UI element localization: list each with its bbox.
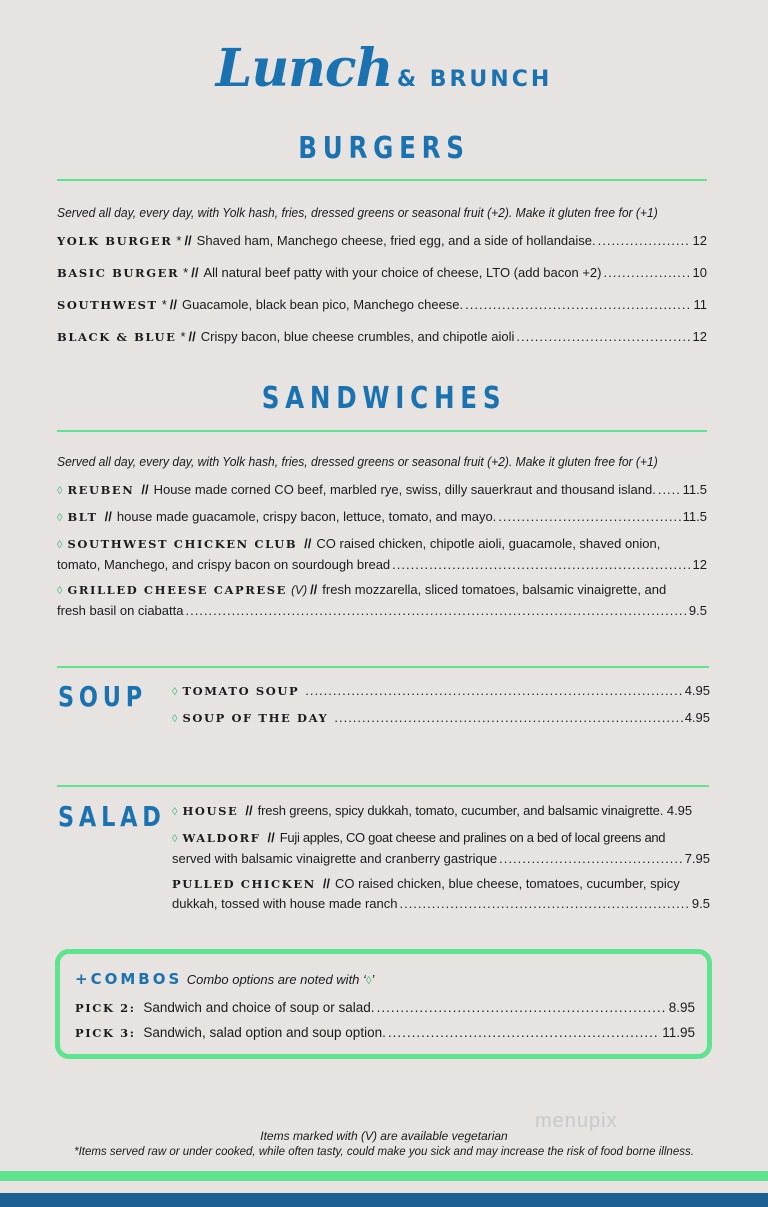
combo-pick-3 (75, 1025, 695, 1040)
page-title (0, 38, 768, 99)
item-name: HOUSE (182, 804, 239, 818)
sandwiches-divider (57, 430, 707, 432)
item-desc: All natural beef patty with your choice of cheese, LTO (add bacon +2) (203, 265, 602, 280)
combo-diamond-icon: ◊ (172, 713, 178, 725)
item-desc-line2: dukkah, tossed with house made ranch (172, 896, 398, 911)
item-desc-line1: fresh mozzarella, sliced tomatoes, balsamic vinaigrette, and (322, 582, 667, 597)
combo-diamond-icon: ◊ (57, 585, 63, 597)
raw-mark: * (176, 233, 182, 248)
menu-item-yolk-burger: YOLK BURGER * // Shaved ham, Manchego cheese, fried egg, and a side of hollandaise. ..... 12 (57, 233, 707, 248)
salad-divider (57, 785, 709, 787)
watermark: menupix (535, 1110, 618, 1132)
item-name: REUBEN (67, 483, 135, 497)
combos-header (75, 970, 374, 989)
menu-item-house-salad: ◊ HOUSE // fresh greens, spicy dukkah, tomato, cucumber, and balsamic vinaigrette. 4.95 (172, 803, 693, 818)
item-desc: house made guacamole, crispy bacon, lettuce, tomato, and mayo. (116, 509, 497, 524)
item-price: 10 (692, 265, 707, 280)
item-name: GRILLED CHEESE CAPRESE (67, 583, 288, 597)
title-script: Lunch (215, 38, 393, 99)
item-desc-line2: served with balsamic vinaigrette and cranberry gastrique (172, 851, 498, 866)
menu-item-southwest-chicken-club: ◊ SOUTHWEST CHICKEN CLUB // CO raised chicken, chipotle aioli, guacamole, shaved onion, tomato, Manchego, and crispy bacon on sourdough bread ..... 12 (57, 534, 707, 575)
menu-item-waldorf: ◊ WALDORF // Fuji apples, CO goat cheese and pralines on a bed of local greens and served with balsamic vinaigrette and cranberry gastrique ..... 7.95 (172, 828, 710, 869)
item-price: 4.95 (684, 683, 710, 698)
item-name: WALDORF (182, 831, 261, 845)
item-name: SOUTHWEST CHICKEN CLUB (67, 537, 298, 551)
menu-item-blt: ◊ BLT // house made guacamole, crispy bacon, lettuce, tomato, and mayo. ..... 11.5 (57, 509, 707, 524)
item-desc-line2: tomato, Manchego, and crispy bacon on sourdough bread (57, 557, 391, 572)
vegetarian-mark: (V) (291, 583, 308, 597)
sandwiches-heading: SANDWICHES (261, 381, 507, 416)
combo-desc: Sandwich, salad option and soup option. (143, 1025, 386, 1040)
item-name: SOUTHWEST (57, 298, 158, 312)
combo-label: PICK 3: (75, 1026, 136, 1040)
raw-mark: * (161, 297, 167, 312)
menu-item-soup-of-the-day (172, 710, 710, 725)
burgers-heading: BURGERS (298, 131, 470, 166)
title-rest: & BRUNCH (396, 67, 553, 92)
footer-vegetarian-note: Items marked with (V) are available vegetarian (260, 1129, 508, 1143)
salad-heading: SALAD (58, 800, 166, 833)
item-price: 9.5 (691, 896, 710, 911)
menu-item-tomato-soup (172, 683, 710, 698)
item-desc: fresh greens, spicy dukkah, tomato, cucumber, and balsamic vinaigrette. (257, 803, 664, 818)
menu-item-pulled-chicken: PULLED CHICKEN // CO raised chicken, blue cheese, tomatoes, cucumber, spicy dukkah, tossed with house made ranch ..... 9.5 (172, 874, 710, 914)
combo-diamond-icon: ◊ (172, 833, 178, 845)
menu-item-grilled-cheese-caprese: ◊ GRILLED CHEESE CAPRESE (V) // fresh mozzarella, sliced tomatoes, balsamic vinaigrette, and fresh basil on ciabatta ..... 9.5 (57, 580, 707, 621)
combos-note-suffix: ’ (371, 972, 375, 987)
item-name: BASIC BURGER (57, 266, 180, 280)
item-price: 11.5 (682, 509, 707, 524)
item-name: BLT (67, 510, 98, 524)
menu-item-reuben: ◊ REUBEN // House made corned CO beef, marbled rye, swiss, dilly sauerkraut and thousand island. ..... 11.5 (57, 482, 707, 497)
footer-raw-warning: *Items served raw or under cooked, while often tasty, could make you sick and may increase the risk of food borne illness. (74, 1146, 694, 1158)
item-price: 9.5 (688, 603, 707, 618)
combos-note-prefix: Combo options are noted with ‘ (186, 972, 366, 987)
menu-item-basic-burger: BASIC BURGER * // All natural beef patty with your choice of cheese, LTO (add bacon +2) ..... 10 (57, 265, 707, 280)
item-price: 12 (692, 557, 707, 572)
item-name: SOUP OF THE DAY (182, 711, 329, 725)
combo-desc: Sandwich and choice of soup or salad. (143, 1000, 375, 1015)
item-desc-line1: CO raised chicken, blue cheese, tomatoes, cucumber, spicy (335, 876, 680, 891)
item-desc: Shaved ham, Manchego cheese, fried egg, and a side of hollandaise. (196, 233, 596, 248)
burgers-divider (57, 179, 707, 181)
item-desc-line1: CO raised chicken, chipotle aioli, guacamole, shaved onion, (316, 536, 661, 551)
menu-item-southwest: SOUTHWEST * // Guacamole, black bean pico, Manchego cheese. ..... 11 (57, 297, 707, 312)
item-price: 12 (692, 329, 707, 344)
item-name: BLACK & BLUE (57, 330, 177, 344)
combo-diamond-icon: ◊ (172, 686, 178, 698)
soup-divider (57, 666, 709, 668)
sandwiches-intro: Served all day, every day, with Yolk hash, fries, dressed greens or seasonal fruit (+2). Make it gluten free for (+1) (57, 454, 658, 469)
combos-heading: +COMBOS (75, 970, 183, 988)
combo-diamond-icon: ◊ (172, 806, 178, 818)
item-price: 4.95 (684, 710, 710, 725)
burgers-intro: Served all day, every day, with Yolk hash, fries, dressed greens or seasonal fruit (+2). Make it gluten free for (+1) (57, 205, 658, 220)
footer-band-green (0, 1171, 768, 1181)
combo-diamond-icon: ◊ (365, 975, 372, 987)
combo-pick-2 (75, 1000, 695, 1015)
soup-heading: SOUP (58, 680, 147, 713)
item-name: TOMATO SOUP (182, 684, 300, 698)
item-price: 7.95 (684, 851, 710, 866)
footer-band-blue (0, 1193, 768, 1207)
raw-mark: * (180, 329, 186, 344)
item-name: PULLED CHICKEN (172, 877, 316, 891)
item-price: 11.5 (682, 482, 707, 497)
menu-item-black-and-blue: BLACK & BLUE * // Crispy bacon, blue cheese crumbles, and chipotle aioli ..... 12 (57, 329, 707, 344)
combo-diamond-icon: ◊ (57, 539, 63, 551)
item-name: YOLK BURGER (57, 234, 173, 248)
item-desc: Guacamole, black bean pico, Manchego cheese. (182, 297, 464, 312)
combo-price: 8.95 (668, 1000, 695, 1015)
item-desc-line1: Fuji apples, CO goat cheese and pralines on a bed of local greens and (279, 830, 666, 845)
item-desc: Crispy bacon, blue cheese crumbles, and chipotle aioli (200, 329, 515, 344)
item-price: 11 (693, 297, 707, 312)
item-price: 4.95 (666, 803, 693, 818)
combo-diamond-icon: ◊ (57, 485, 63, 497)
item-price: 12 (692, 233, 707, 248)
item-desc-line2: fresh basil on ciabatta (57, 603, 184, 618)
combo-price: 11.95 (662, 1025, 695, 1040)
item-desc: House made corned CO beef, marbled rye, swiss, dilly sauerkraut and thousand island. (153, 482, 656, 497)
combos-note (187, 972, 375, 987)
combo-diamond-icon: ◊ (57, 512, 63, 524)
combo-label: PICK 2: (75, 1001, 136, 1015)
raw-mark: * (183, 265, 189, 280)
